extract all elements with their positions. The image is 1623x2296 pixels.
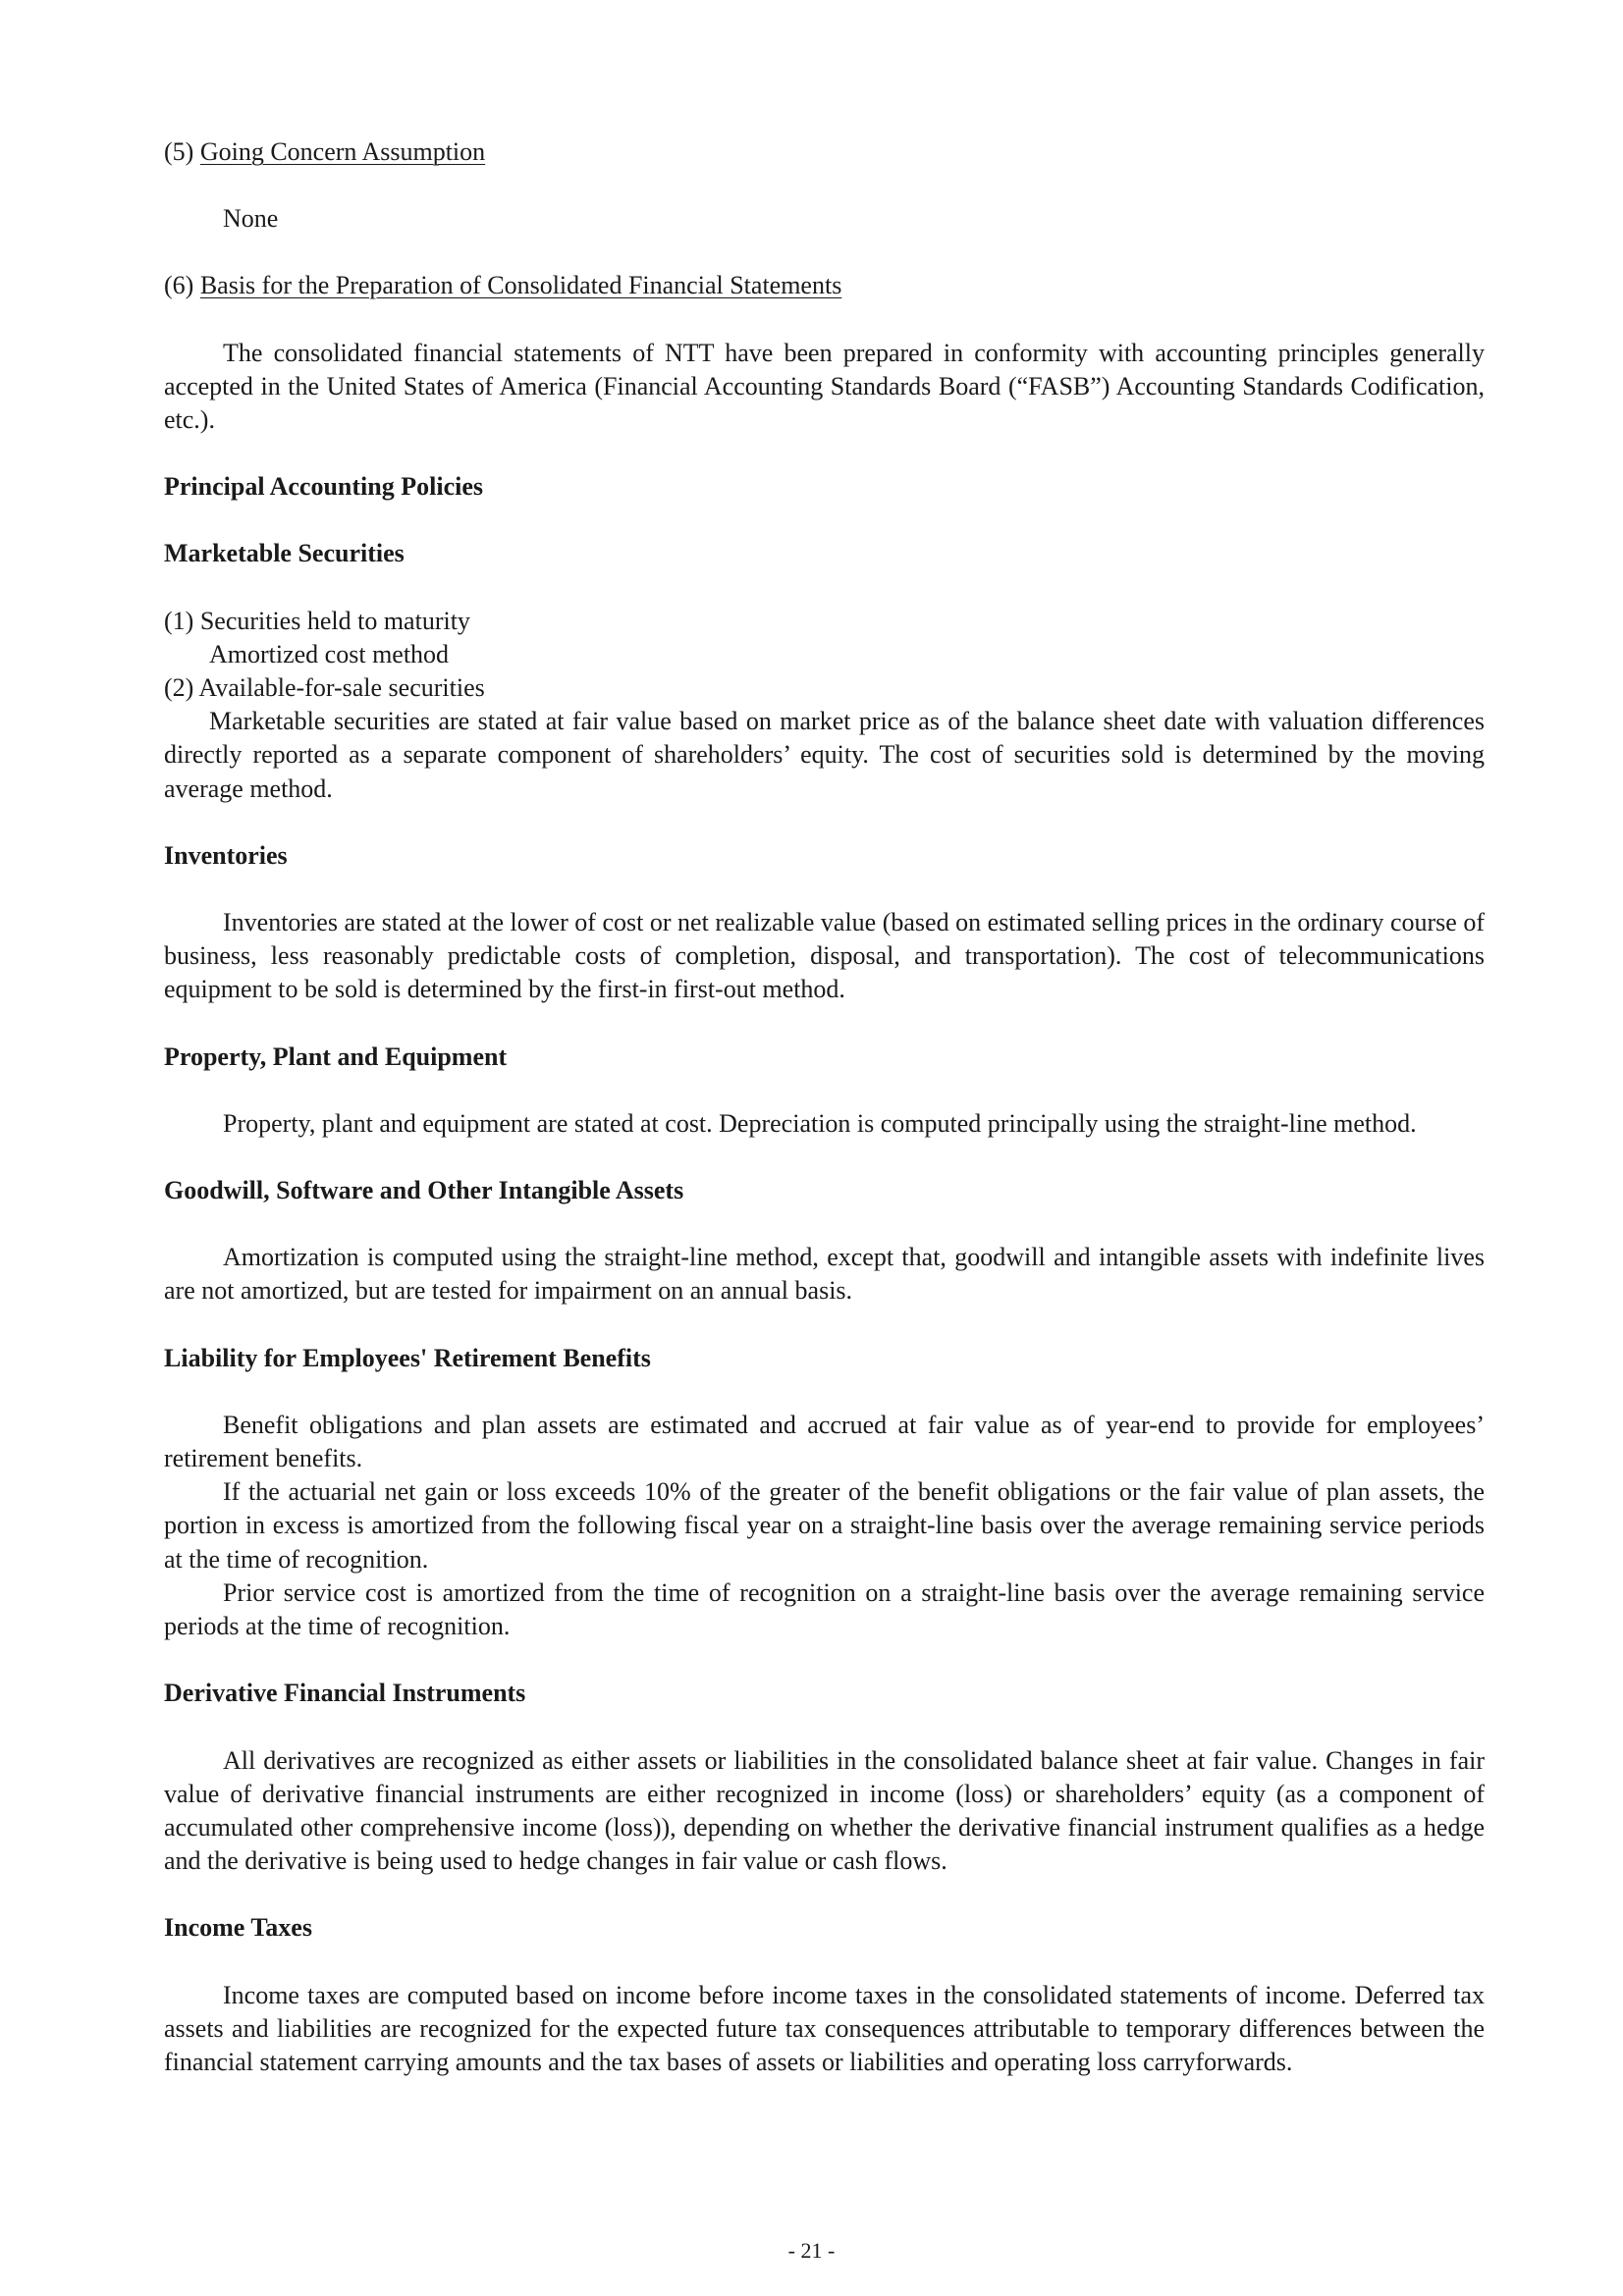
section-number: (6) xyxy=(164,271,194,300)
section-number: (5) xyxy=(164,137,194,166)
derivatives-body: All derivatives are recognized as either assets or liabilities in the consolidated balance sheet at fair value. Changes in fair value of derivative financial instruments are either recognized in income (loss) or shareholders’ equity (as a component of accumulated other comprehensive income (loss)), depending on whether the derivative financial instrument qualifies as a hedge and the derivative is being used to hedge changes in fair value or cash flows. xyxy=(164,1745,1485,1876)
marketable-securities-heading: Marketable Securities xyxy=(164,539,405,568)
securities-item-1: (1) Securities held to maturity xyxy=(164,606,470,635)
income-taxes-heading: Income Taxes xyxy=(164,1913,312,1943)
section-heading-basis xyxy=(164,269,1485,302)
income-taxes-body: Income taxes are computed based on income before income taxes in the consolidated statements of income. Deferred tax assets and liabilities are recognized for the expected future tax consequences attributable to temporary differences between the financial statement carrying amounts and the tax bases of assets or liabilities and operating loss carryforwards. xyxy=(164,1980,1485,2076)
securities-item-1-detail: Amortized cost method xyxy=(209,639,450,668)
retirement-heading: Liability for Employees' Retirement Benefits xyxy=(164,1343,651,1372)
securities-item-2-detail: Marketable securities are stated at fair value based on market price as of the balance sheet date with valuation differences directly reported as a separate component of shareholders’ equity. The cost of securities sold is determined by the moving average method. xyxy=(164,707,1485,803)
goodwill-body: Amortization is computed using the straight-line method, except that, goodwill and intangible assets with indefinite lives are not amortized, but are tested for impairment on an annual basis. xyxy=(164,1243,1485,1306)
basis-body: The consolidated financial statements of NTT have been prepared in conformity with accounting principles generally accepted in the United States of America (Financial Accounting Standards Board (“FASB”) Accounting Standards Codification, etc.). xyxy=(164,338,1485,435)
section-title: Going Concern Assumption xyxy=(199,137,486,166)
retirement-body-2: If the actuarial net gain or loss exceeds 10% of the greater of the benefit obligations or the fair value of plan assets, the portion in excess is amortized from the following fiscal year on a straight-line basis over the average remaining service periods at the time of recognition. xyxy=(164,1477,1485,1574)
ppe-body: Property, plant and equipment are stated at cost. Depreciation is computed principally using the straight-line method. xyxy=(223,1108,1417,1138)
ppe-heading: Property, Plant and Equipment xyxy=(164,1041,508,1071)
principal-policies-heading: Principal Accounting Policies xyxy=(164,472,483,502)
section-heading-going-concern xyxy=(164,135,1485,169)
inventories-heading: Inventories xyxy=(164,840,288,870)
retirement-body-3: Prior service cost is amortized from the time of recognition on a straight-line basis over the average remaining service periods at the time of recognition. xyxy=(164,1577,1485,1641)
goodwill-heading: Goodwill, Software and Other Intangible Assets xyxy=(164,1176,684,1205)
page-number: - 21 - xyxy=(787,2238,836,2263)
inventories-body: Inventories are stated at the lower of cost or net realizable value (based on estimated selling prices in the ordinary course of business, less reasonably predictable costs of completion, disposal, and transportation). The cost of telecommunications equipment to be sold is determined by the first-in first-out method. xyxy=(164,908,1485,1004)
document-page xyxy=(164,135,1485,2079)
derivatives-heading: Derivative Financial Instruments xyxy=(164,1679,526,1708)
retirement-body-1: Benefit obligations and plan assets are estimated and accrued at fair value as of year-end to provide for employees’ retirement benefits. xyxy=(164,1410,1485,1473)
going-concern-body: None xyxy=(223,204,279,234)
securities-item-2: (2) Available-for-sale securities xyxy=(164,673,485,703)
section-title: Basis for the Preparation of Consolidated Financial Statements xyxy=(199,271,842,300)
